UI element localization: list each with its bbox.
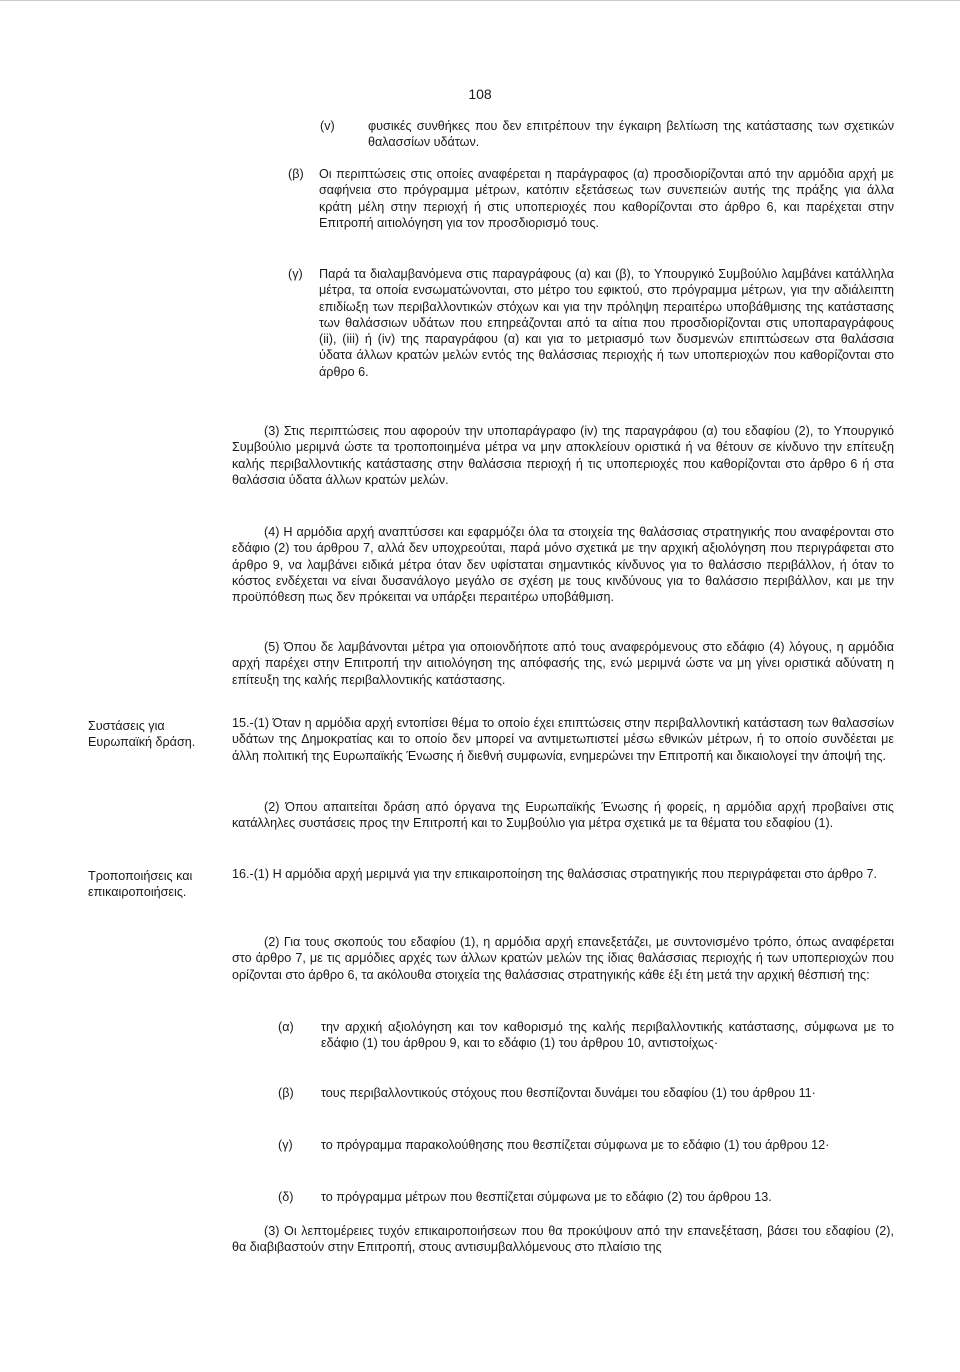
article-15-paragraph-2: (2) Όπου απαιτείται δράση από όργανα της Ευρωπαϊκής Ένωσης ή φορείς, η αρμόδια αρχή προβαίνει στις κατάλληλες συστάσεις προς την Επιτροπή και το Συμβούλιο για μέτρα σχετικά με τα θέματα του εδαφίου (1). xyxy=(232,800,894,831)
article-16-paragraph-2: (2) Για τους σκοπούς του εδαφίου (1), η αρμόδια αρχή επανεξετάζει, με συντονισμένο τρόπο, όπως αναφέρεται στο άρθρο 7, με τις αρμόδιες αρχές των άλλων κρατών μελών της ίδιας θαλάσσιας περιοχής ή των υποπεριοχών που ορίζονται στο άρθρο 6, τα ακόλουθα στοιχεία της θαλάσσιας στρατηγικής κάθε έξι έτη μετά την αρχική θέσπισή της: xyxy=(232,935,894,982)
item-text: τους περιβαλλοντικούς στόχους που θεσπίζονται δυνάμει του εδαφίου (1) του άρθρου 11· xyxy=(321,1086,816,1100)
item-label: (γ) xyxy=(278,1138,293,1152)
paragraph-4: (4) Η αρμόδια αρχή αναπτύσσει και εφαρμόζει όλα τα στοιχεία της θαλάσσιας στρατηγικής που αναφέρονται στο εδάφιο (2) του άρθρου 7, αλλά δεν υποχρεούται, παρά μόνο σχετικά με την αρχική αξιολόγηση που περιγράφεται στο άρθρο 9, να λαμβάνει ειδικά μέτρα όταν δεν υφίσταται σημαντικός κίνδυνος για το θαλάσσιο περιβάλλον, ή όταν το κόστος ενδέχεται να είναι δυσανάλογο μεγάλο σε σχέση με τους κινδύνους για το θαλάσσιο περιβάλλον, και με την προϋπόθεση πως δεν πρόκειται να υπάρξει περαιτέρω υποβάθμιση. xyxy=(232,525,894,605)
margin-note-article-15: Συστάσεις για Ευρωπαϊκή δράση. xyxy=(88,719,196,750)
item-text: Οι περιπτώσεις στις οποίες αναφέρεται η παράγραφος (α) προσδιορίζονται από την αρμόδια αρχή με σαφήνεια στο πρόγραμμα μέτρων, κατόπιν εξετάσεως των συνεπειών αυτής της πράξης για άλλα κράτη μέλη στην περιοχή ή στις υποπεριοχές που καθορίζονται στο άρθρο 6, και παρέχεται στην Επιτροπή αιτιολόγηση για τον προσδιορισμό τους. xyxy=(319,167,894,230)
item-label: (δ) xyxy=(278,1190,294,1204)
article-16-item-delta xyxy=(278,1189,894,1207)
page-number: 108 xyxy=(468,86,492,102)
item-label: (α) xyxy=(278,1020,294,1034)
article-15-paragraph-1: 15.-(1) Όταν η αρμόδια αρχή εντοπίσει θέμα το οποίο έχει επιπτώσεις στην περιβαλλοντική κατάσταση των θαλασσίων υδάτων της Δημοκρατίας και το οποίο δεν μπορεί να αντιμετωπιστεί μέσω εθνικών μέτρων, ή το οποίο συνδέεται με άλλη πολιτική της Ευρωπαϊκής Ένωσης ή διεθνή συμφωνία, ενημερώνει την Επιτροπή και δικαιολογεί την άποψή της. xyxy=(232,716,894,763)
scan-top-edge xyxy=(0,0,960,1)
article-16-item-beta xyxy=(278,1085,894,1119)
paragraph-3: (3) Στις περιπτώσεις που αφορούν την υποπαράγραφο (iv) της παραγράφου (α) του εδαφίου (2), το Υπουργικό Συμβούλιο μεριμνά ώστε τα τροποποιημένα μέτρα να μην αποκλείουν οριστικά ή να θέτουν σε κίνδυνο την επίτευξη καλής περιβαλλοντικής κατάστασης στην θαλάσσια περιοχή ή τις υποπεριοχές που καθορίζονται στο άρθρο 6 ή στα θαλάσσια ύδατα άλλων κρατών μελών. xyxy=(232,424,894,487)
item-label: (β) xyxy=(288,167,304,181)
item-beta xyxy=(288,166,894,250)
item-label: (v) xyxy=(320,119,335,133)
article-16-paragraph-3: (3) Οι λεπτομέρειες τυχόν επικαιροποιήσεων που θα προκύψουν από την επανεξέταση, βάσει του εδαφίου (2), θα διαβιβαστούν στην Επιτροπή, στους αντισυμβαλλόμενους στο πλαίσιο της xyxy=(232,1224,894,1255)
margin-note-article-16: Τροποποιήσεις και επικαιροποιήσεις. xyxy=(88,869,193,900)
item-label: (γ) xyxy=(288,267,303,281)
item-text: την αρχική αξιολόγηση και τον καθορισμό της καλής περιβαλλοντικής κατάστασης, σύμφωνα με το εδάφιο (1) του άρθρου 9, και το εδάφιο (1) του άρθρου 10, αντιστοίχως· xyxy=(321,1020,894,1051)
item-text: το πρόγραμμα μέτρων που θεσπίζεται σύμφωνα με το εδάφιο (2) του άρθρου 13. xyxy=(321,1190,772,1204)
article-16-item-alpha xyxy=(278,1019,894,1069)
item-v xyxy=(320,118,894,152)
item-label: (β) xyxy=(278,1086,294,1100)
article-16-item-gamma xyxy=(278,1137,894,1171)
item-text: Παρά τα διαλαμβανόμενα στις παραγράφους (α) και (β), το Υπουργικό Συμβούλιο λαμβάνει κατάλληλα μέτρα, τα οποία ενσωματώνονται, στο μέτρο του εφικτού, στο πρόγραμμα μέτρων, για την αδιάλειπτη επιδίωξη των περιβαλλοντικών στόχων και για την πρόληψη περαιτέρω υποβάθμισης της κατάστασης των θαλάσσιων υδάτων που επηρεάζονται από τα αίτια που προσδιορίζονται στις υποπαραγράφους (ii), (iii) ή (iv) της παραγράφου (α) και για το μετριασμό των δυσμενών επιπτώσεων στα θαλάσσια ύδατα άλλων κρατών μελών εντός της θαλάσσιας περιοχής ή των υποπεριοχών που καθορίζονται στο άρθρο 6. xyxy=(319,267,894,379)
item-text: φυσικές συνθήκες που δεν επιτρέπουν την έγκαιρη βελτίωση της κατάστασης των σχετικών θαλασσίων υδάτων. xyxy=(368,119,894,150)
paragraph-5: (5) Όπου δε λαμβάνονται μέτρα για οποιονδήποτε από τους αναφερόμενους στο εδάφιο (4) λόγους, η αρμόδια αρχή παρέχει στην Επιτροπή την αιτιολόγηση της απόφασής της, ενώ μεριμνά ώστε να μη γίνει οριστικά αδύνατη η επίτευξη της καλής περιβαλλοντικής κατάστασης. xyxy=(232,640,894,687)
item-gamma xyxy=(288,266,894,416)
article-16-paragraph-1: 16.-(1) Η αρμόδια αρχή μεριμνά για την επικαιροποίηση της θαλάσσιας στρατηγικής που περιγράφεται στο άρθρο 7. xyxy=(232,867,878,881)
item-text: το πρόγραμμα παρακολούθησης που θεσπίζεται σύμφωνα με το εδάφιο (1) του άρθρου 12· xyxy=(321,1138,830,1152)
